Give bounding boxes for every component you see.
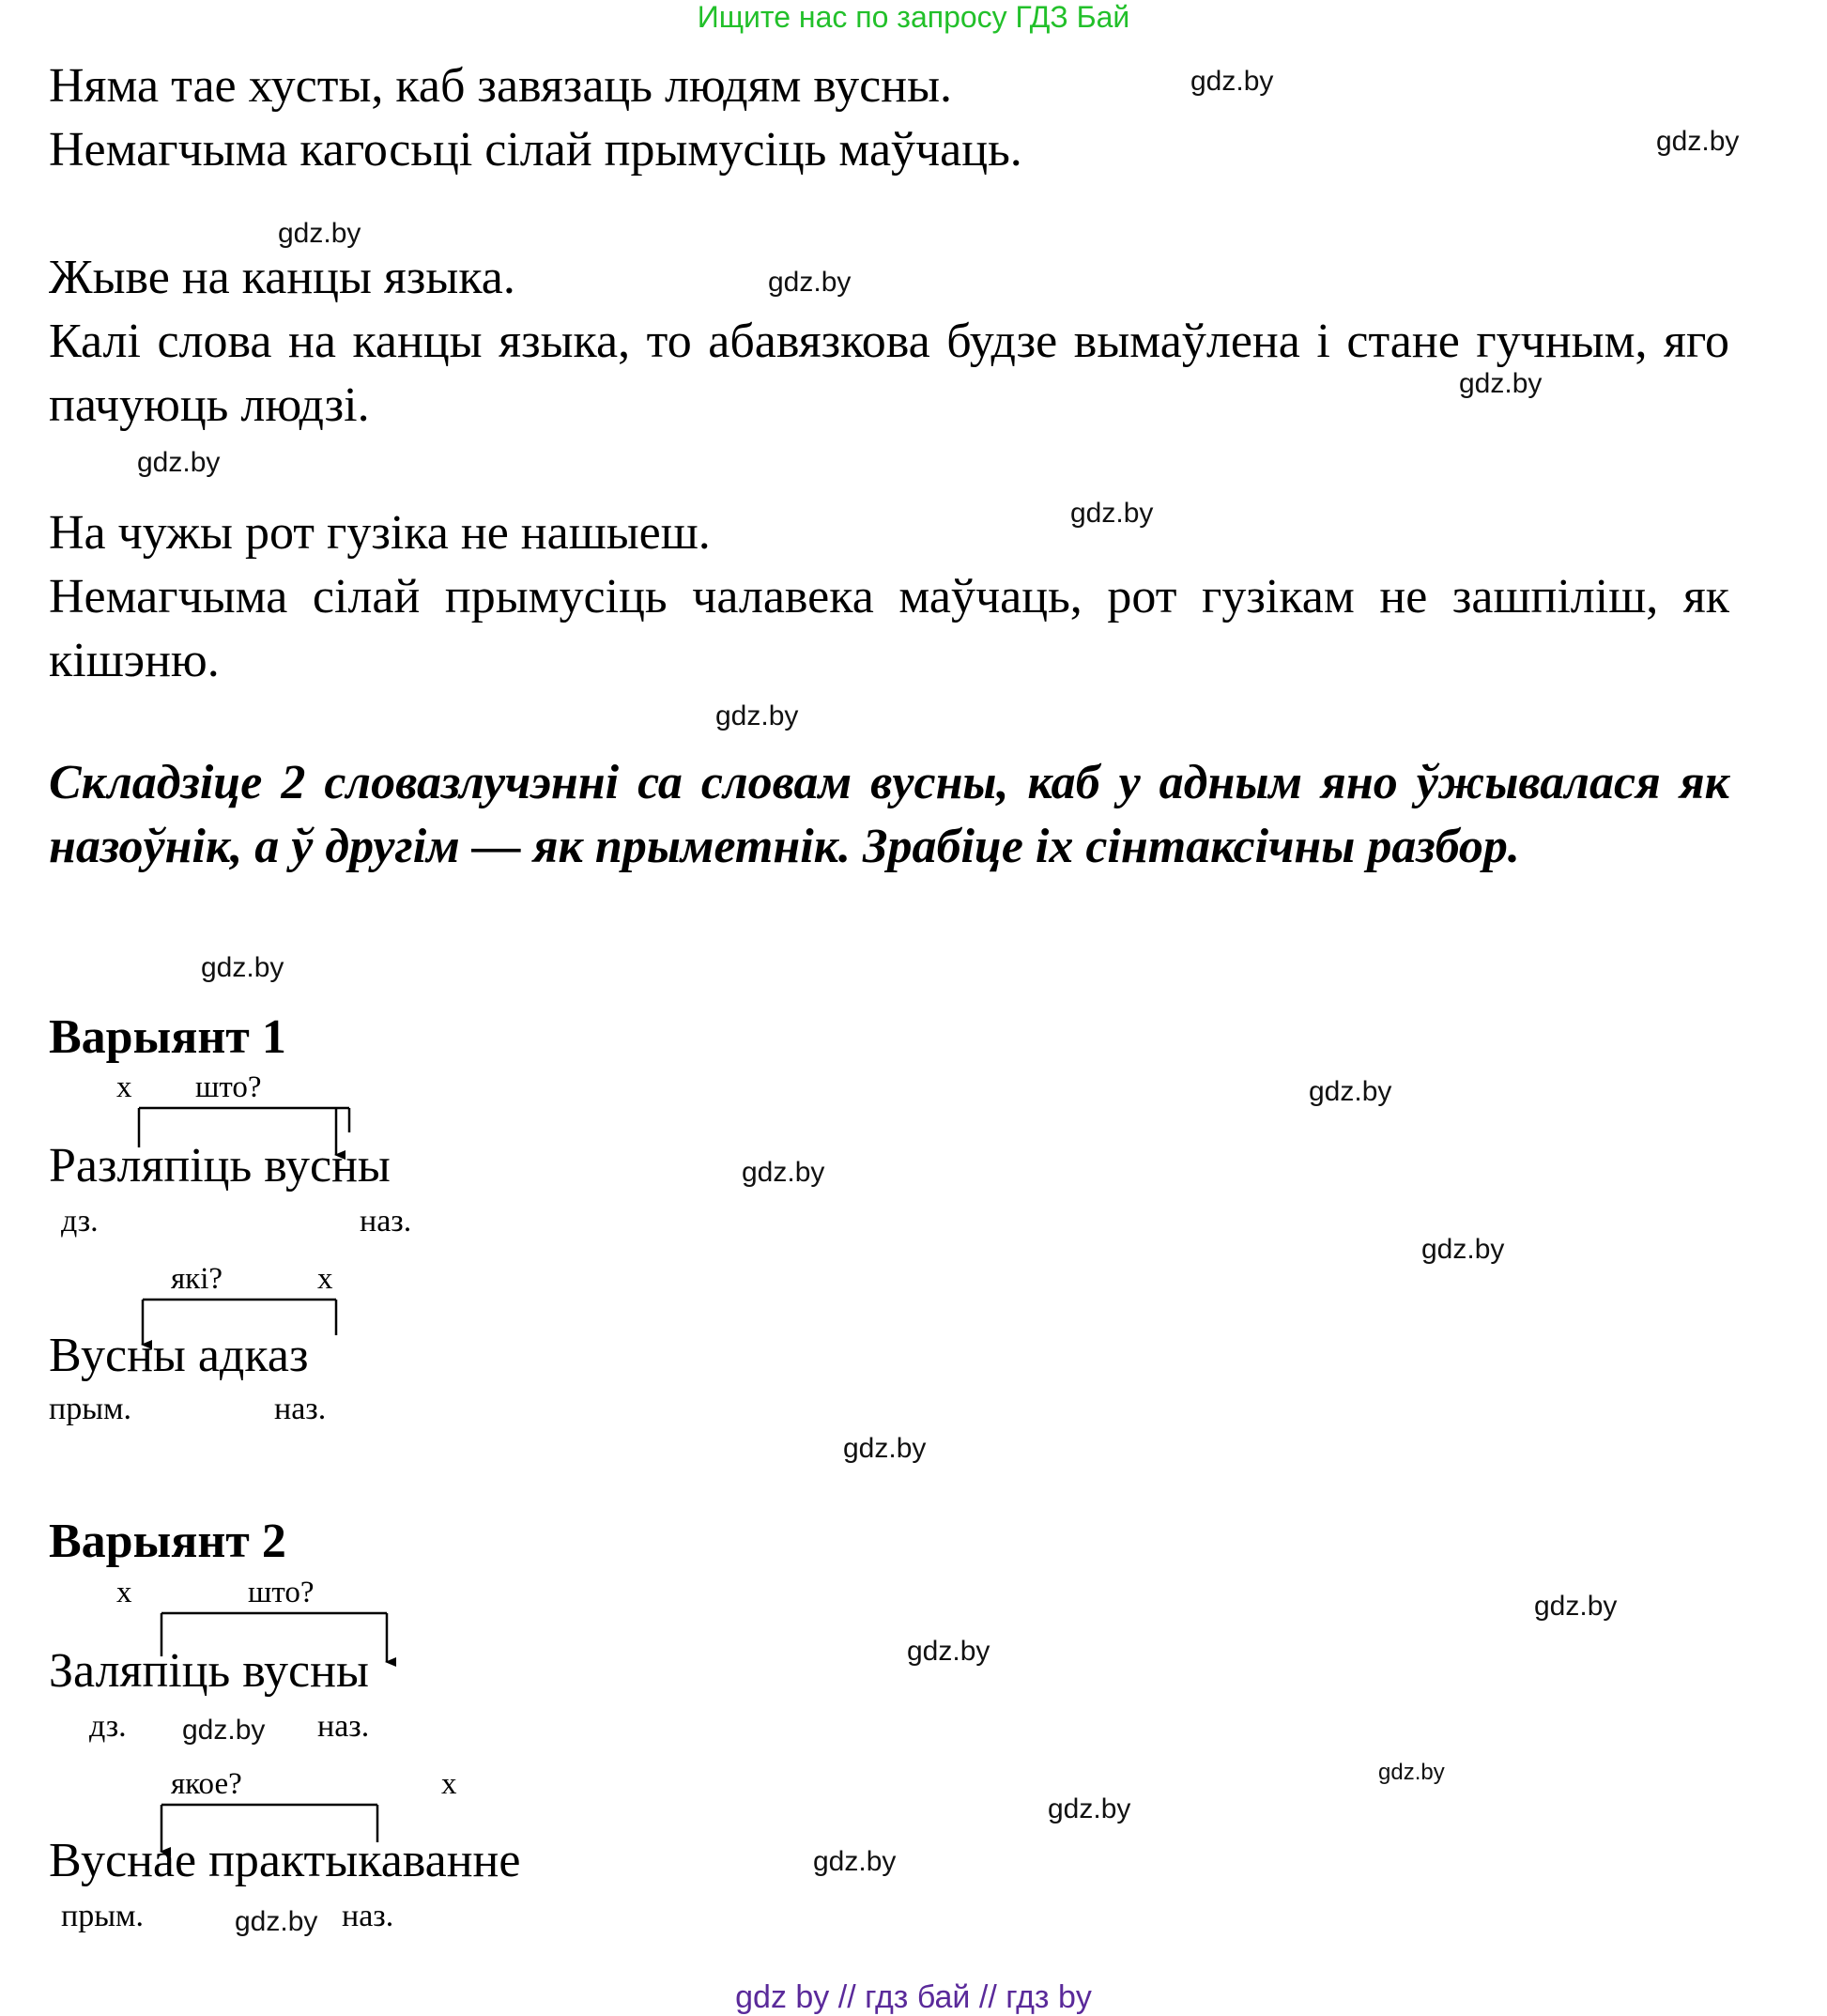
watermark: gdz.by xyxy=(182,1715,266,1746)
meaning-1: Немагчыма кагосьці сілай прымусіць маўчаць. xyxy=(49,123,1022,177)
top-banner[interactable]: Ищите нас по запросу ГДЗ Бай xyxy=(697,0,1130,34)
watermark: gdz.by xyxy=(1459,368,1543,399)
v1p1-role-2: наз. xyxy=(360,1204,412,1239)
watermark: gdz.by xyxy=(278,218,361,249)
saying-3: На чужы рот гузіка не нашыеш. xyxy=(49,506,711,560)
watermark: gdz.by xyxy=(201,952,284,983)
v1p2-phrase: Вусны адказ xyxy=(49,1329,309,1382)
v1p2-x-mark: х xyxy=(317,1262,333,1296)
watermark: gdz.by xyxy=(1378,1760,1445,1785)
watermark: gdz.by xyxy=(1534,1591,1618,1622)
watermark: gdz.by xyxy=(1421,1234,1505,1265)
saying-1: Няма тае хусты, каб завязаць людям вусны. xyxy=(49,59,953,113)
watermark: gdz.by xyxy=(715,700,799,731)
v1p2-role-2: наз. xyxy=(274,1392,327,1426)
watermark: gdz.by xyxy=(843,1433,927,1464)
v2p1-role-1: дз. xyxy=(89,1709,127,1744)
meaning-2: Калі слова на канцы языка, то абавязкова будзе вымаўлена і стане гучным, яго пачуюць людзі. xyxy=(49,315,1729,432)
watermark: gdz.by xyxy=(1048,1793,1131,1824)
watermark: gdz.by xyxy=(137,447,221,478)
watermark: gdz.by xyxy=(907,1636,990,1667)
v2p1-role-2: наз. xyxy=(317,1709,370,1744)
watermark: gdz.by xyxy=(768,267,852,298)
watermark: gdz.by xyxy=(1309,1076,1392,1107)
task-text: Складзіце 2 словазлучэнні са словам вусны, каб у адным яно ўжывалася як назоўнік, а ў другім — як прыметнік. Зрабіце іх сінтаксічны разбор. xyxy=(49,756,1729,873)
v2p1-question: што? xyxy=(248,1576,315,1609)
meaning-3: Немагчыма сілай прымусіць чалавека маўчаць, рот гузікам не зашпіліш, як кішэню. xyxy=(49,570,1729,687)
v2p2-question: якое? xyxy=(171,1767,242,1801)
v2p2-role-2: наз. xyxy=(342,1899,394,1933)
watermark: gdz.by xyxy=(1656,126,1740,157)
v2p2-phrase: Вуснае практыкаванне xyxy=(49,1834,521,1887)
v1p2-role-1: прым. xyxy=(49,1392,132,1426)
watermark: gdz.by xyxy=(813,1846,897,1877)
footer-links[interactable]: gdz by // гдз бай // гдз by xyxy=(735,1979,1092,2015)
v1p1-x-mark: х xyxy=(116,1070,132,1104)
watermark: gdz.by xyxy=(235,1906,318,1937)
watermark: gdz.by xyxy=(742,1157,825,1188)
v1p1-question: што? xyxy=(195,1070,262,1104)
variant-2-title: Варыянт 2 xyxy=(49,1515,286,1568)
variant-1-title: Варыянт 1 xyxy=(49,1010,286,1064)
v2p2-role-1: прым. xyxy=(61,1899,145,1933)
v2p1-x-mark: х xyxy=(116,1576,132,1609)
v1p2-question: які? xyxy=(171,1262,223,1296)
v2p2-x-mark: х xyxy=(441,1767,457,1801)
watermark: gdz.by xyxy=(1190,66,1274,97)
watermark: gdz.by xyxy=(1070,498,1154,529)
v1p1-phrase: Разляпіць вусны xyxy=(49,1139,391,1193)
saying-2: Жыве на канцы языка. xyxy=(49,251,515,304)
v1p1-role-1: дз. xyxy=(61,1204,99,1239)
v2p1-phrase: Заляпіць вусны xyxy=(49,1644,369,1698)
